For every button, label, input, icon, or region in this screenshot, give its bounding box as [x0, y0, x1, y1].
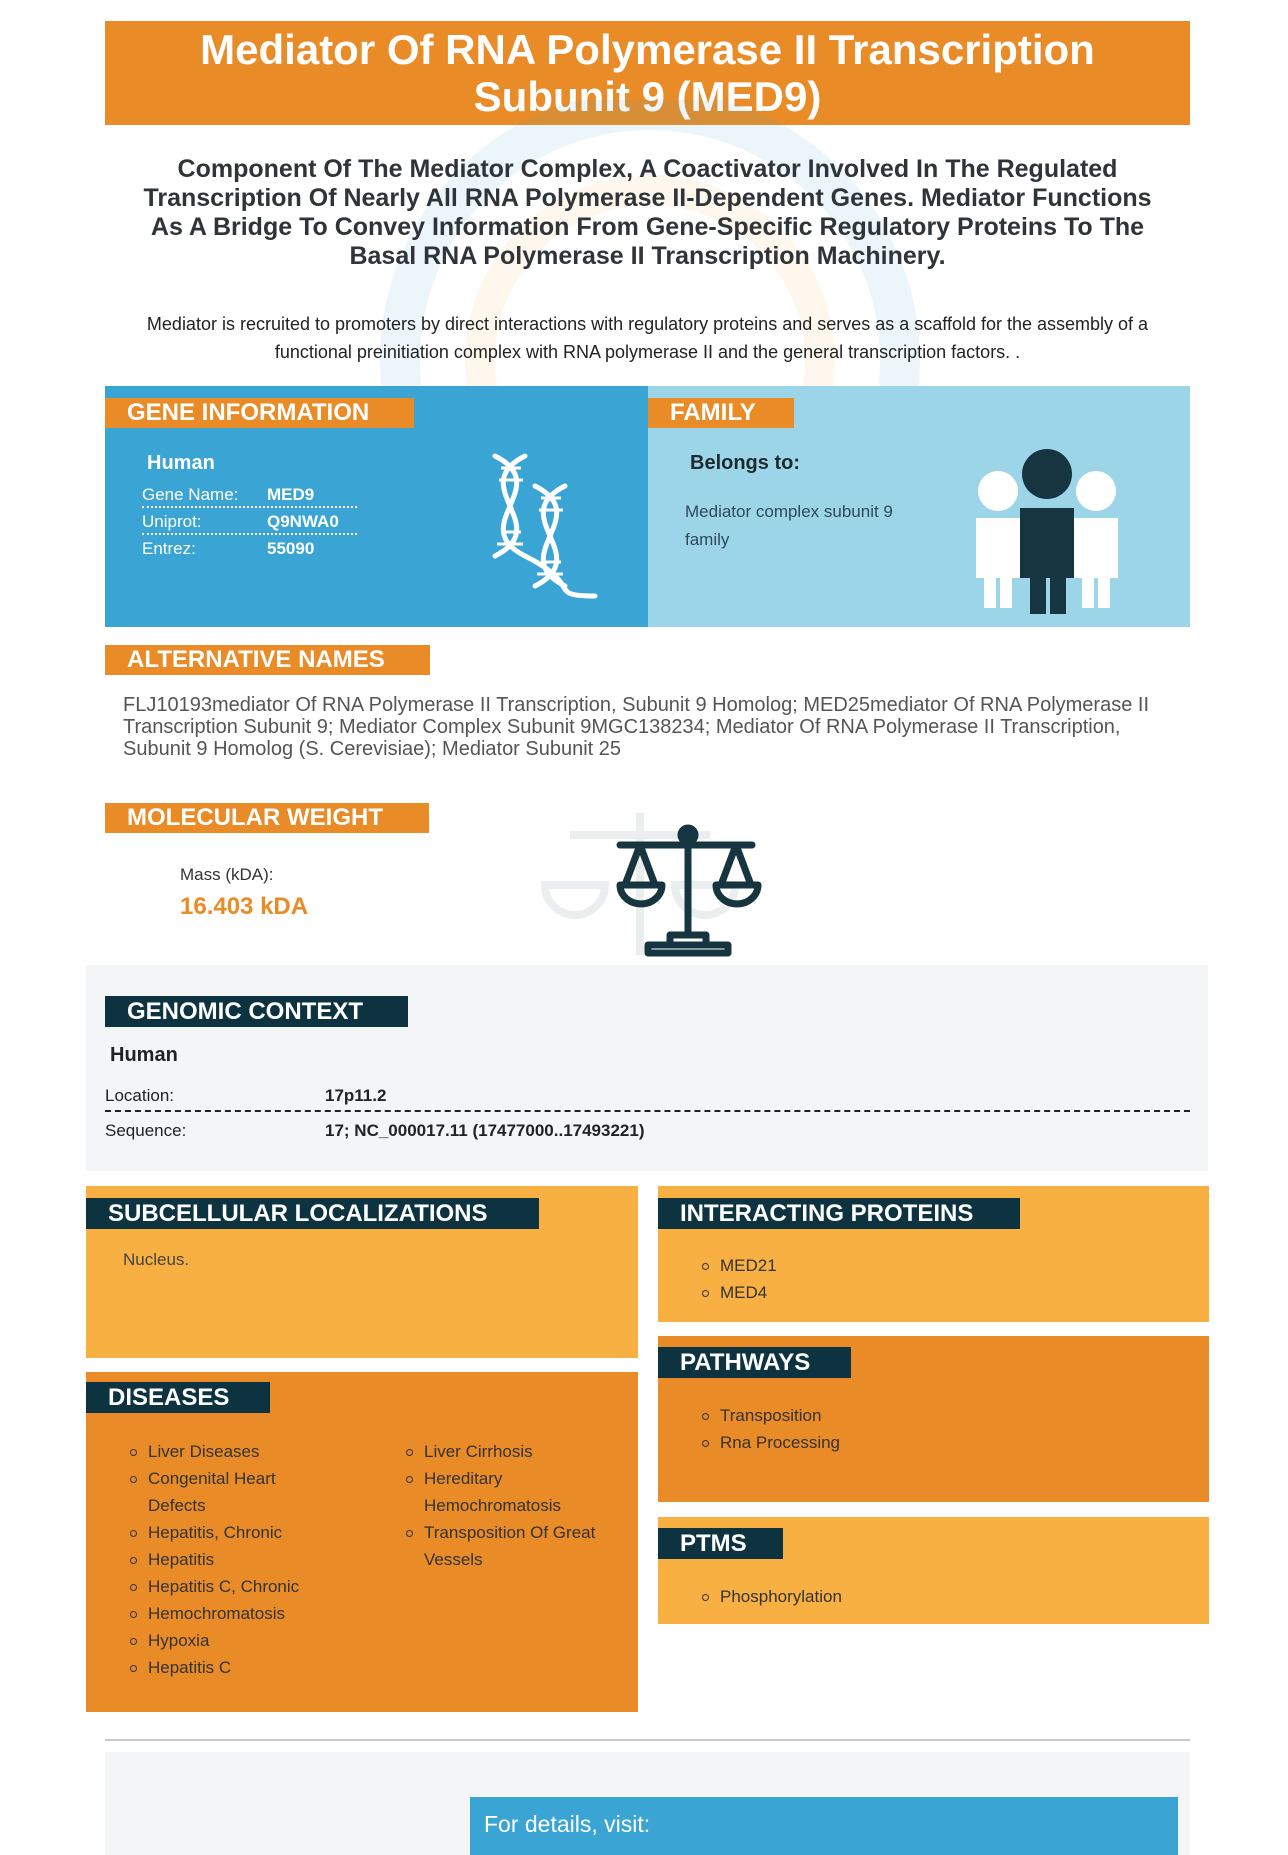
ptms-heading: PTMS: [658, 1528, 783, 1559]
list-item: Hepatitis, Chronic: [130, 1519, 360, 1546]
list-item: Rna Processing: [702, 1429, 840, 1456]
family-heading: FAMILY: [648, 398, 794, 428]
protein-summary: Component Of The Mediator Complex, A Coactivator Involved In The Regulated Transcription Of Nearly All RNA Polymerase II-Dependent Genes. Mediator Functions As A Bridge To Convey Information From Gene-Specific Regulatory Proteins To The Basal RNA Polymerase II Transcription Machinery.: [143, 155, 1152, 270]
belongs-to-label: Belongs to:: [690, 452, 800, 474]
list-item: Phosphorylation: [702, 1583, 842, 1610]
uniprot-value: Q9NWA0: [267, 512, 339, 531]
ptms-panel: [658, 1517, 1209, 1624]
diseases-heading: DISEASES: [86, 1382, 270, 1413]
list-item: Hemochromatosis: [130, 1600, 360, 1627]
interacting-proteins-heading: INTERACTING PROTEINS: [658, 1198, 1020, 1229]
location-value: 17p11.2: [325, 1086, 387, 1105]
page-title: Mediator Of RNA Polymerase II Transcription Subunit 9 (MED9): [200, 26, 1095, 120]
gene-information-heading: GENE INFORMATION: [105, 398, 414, 428]
sequence-value: 17; NC_000017.11 (17477000..17493221): [325, 1121, 645, 1140]
location-row: [105, 1079, 1190, 1112]
list-item: Hepatitis: [130, 1546, 360, 1573]
sequence-row: [105, 1114, 1190, 1147]
uniprot-label: Uniprot:: [142, 512, 202, 531]
alternative-names-heading: ALTERNATIVE NAMES: [105, 645, 430, 675]
diseases-list-col1: [130, 1438, 360, 1681]
list-item: Hepatitis C, Chronic: [130, 1573, 360, 1600]
gene-name-label: Gene Name:: [142, 485, 239, 504]
entrez-row: [142, 535, 357, 562]
list-item: MED4: [702, 1279, 777, 1306]
mass-label: Mass (kDA):: [180, 865, 274, 884]
family-panel: [648, 386, 1190, 627]
footer-divider: [105, 1739, 1190, 1741]
gene-species: Human: [147, 452, 215, 474]
pathways-panel: [658, 1336, 1209, 1502]
diseases-panel: [86, 1372, 638, 1712]
list-item: Liver Cirrhosis: [406, 1438, 616, 1465]
list-item: MED21: [702, 1252, 777, 1279]
genomic-species: Human: [110, 1044, 178, 1066]
alternative-names-text: FLJ10193mediator Of RNA Polymerase II Transcription, Subunit 9 Homolog; MED25mediator Of RNA Polymerase II Transcription Subunit 9; Mediator Complex Subunit 9MGC138234; Mediator Of RNA Polymerase II Transcription, Subunit 9 Homolog (S. Cerevisiae); Mediator Subunit 25: [123, 694, 1149, 760]
subcellular-value: Nucleus.: [123, 1250, 190, 1269]
location-label: Location:: [105, 1086, 174, 1105]
balance-scale-icon: [540, 805, 770, 965]
dna-helix-icon: [465, 446, 615, 606]
interacting-proteins-panel: [658, 1186, 1209, 1322]
gene-information-panel: [105, 386, 648, 627]
people-group-icon: [968, 446, 1128, 616]
ptms-list: [702, 1583, 842, 1610]
entrez-label: Entrez:: [142, 539, 196, 558]
subcellular-panel: [86, 1186, 638, 1358]
list-item: Hypoxia: [130, 1627, 360, 1654]
interacting-proteins-list: [702, 1252, 777, 1306]
list-item: Hereditary Hemochromatosis: [406, 1465, 566, 1519]
list-item: Transposition: [702, 1402, 840, 1429]
gene-info-table: [142, 481, 357, 562]
genomic-context-heading: GENOMIC CONTEXT: [105, 996, 408, 1027]
pathways-heading: PATHWAYS: [658, 1347, 851, 1378]
family-value: Mediator complex subunit 9 family: [685, 502, 893, 549]
molecular-weight-heading: MOLECULAR WEIGHT: [105, 803, 429, 833]
gene-name-value: MED9: [267, 485, 315, 504]
mass-value: 16.403 kDA: [180, 893, 309, 920]
uniprot-row: [142, 508, 357, 535]
pathways-list: [702, 1402, 840, 1456]
details-label: For details, visit:: [484, 1811, 651, 1837]
subcellular-heading: SUBCELLULAR LOCALIZATIONS: [86, 1198, 539, 1229]
list-item: Hepatitis C: [130, 1654, 360, 1681]
list-item: Liver Diseases: [130, 1438, 360, 1465]
sequence-label: Sequence:: [105, 1121, 187, 1140]
protein-description: Mediator is recruited to promoters by direct interactions with regulatory proteins and serves as a scaffold for the assembly of a functional preinitiation complex with RNA polymerase II and the general transcription factors. .: [146, 314, 1149, 362]
gene-name-row: [142, 481, 357, 508]
details-link-box[interactable]: [470, 1797, 1178, 1855]
diseases-list-col2: [406, 1438, 616, 1573]
entrez-value: 55090: [267, 539, 315, 558]
list-item: Congenital Heart Defects: [130, 1465, 290, 1519]
list-item: Transposition Of Great Vessels: [406, 1519, 606, 1573]
